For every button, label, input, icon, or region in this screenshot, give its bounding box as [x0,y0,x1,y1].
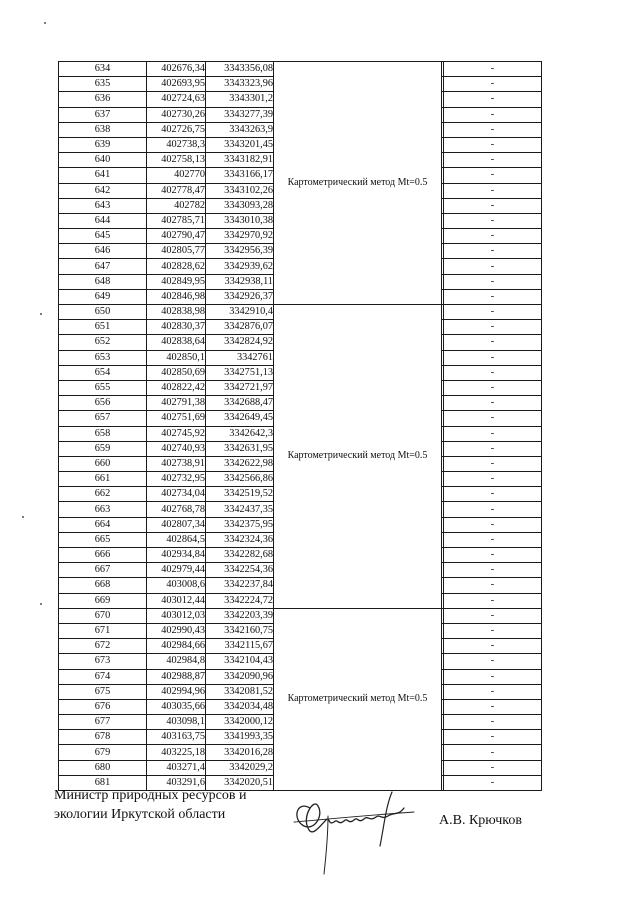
point-number-cell: 678 [59,730,147,745]
x-coordinate-cell: 403008,6 [147,578,206,593]
point-number-cell: 657 [59,411,147,426]
x-coordinate-cell: 402988,87 [147,669,206,684]
y-coordinate-cell: 3342237,84 [206,578,274,593]
method-cell: Картометрический метод Mt=0.5 [274,62,442,305]
description-cell: - [444,593,542,608]
y-coordinate-cell: 3342029,2 [206,760,274,775]
point-number-cell: 672 [59,639,147,654]
y-coordinate-cell: 3343323,96 [206,77,274,92]
table-row [59,305,542,320]
x-coordinate-cell: 402738,91 [147,456,206,471]
description-cell: - [444,62,542,77]
point-number-cell: 645 [59,229,147,244]
point-number-cell: 666 [59,548,147,563]
description-cell: - [444,441,542,456]
y-coordinate-cell: 3342642,3 [206,426,274,441]
description-cell: - [444,487,542,502]
y-coordinate-cell: 3342254,36 [206,563,274,578]
y-coordinate-cell: 3342437,35 [206,502,274,517]
y-coordinate-cell: 3342956,39 [206,244,274,259]
y-coordinate-cell: 3343356,08 [206,62,274,77]
x-coordinate-cell: 402770 [147,168,206,183]
table-row [59,608,542,623]
description-cell: - [444,274,542,289]
x-coordinate-cell: 402751,69 [147,411,206,426]
x-coordinate-cell: 402693,95 [147,77,206,92]
y-coordinate-cell: 3342970,92 [206,229,274,244]
x-coordinate-cell: 402738,3 [147,137,206,152]
description-cell: - [444,289,542,304]
point-number-cell: 665 [59,532,147,547]
point-number-cell: 661 [59,472,147,487]
y-coordinate-cell: 3342160,75 [206,623,274,638]
point-number-cell: 638 [59,122,147,137]
y-coordinate-cell: 3342876,07 [206,320,274,335]
y-coordinate-cell: 3342000,12 [206,715,274,730]
x-coordinate-cell: 403098,1 [147,715,206,730]
signatory-name: А.В. Крючков [439,813,522,828]
x-coordinate-cell: 403163,75 [147,730,206,745]
point-number-cell: 676 [59,699,147,714]
y-coordinate-cell: 3342104,43 [206,654,274,669]
x-coordinate-cell: 402850,69 [147,365,206,380]
minister-title-line-1: Министр природных ресурсов и [54,788,247,803]
description-cell: - [444,198,542,213]
description-cell: - [444,168,542,183]
y-coordinate-cell: 3342081,52 [206,684,274,699]
x-coordinate-cell: 402791,38 [147,396,206,411]
y-coordinate-cell: 3343301,2 [206,92,274,107]
y-coordinate-cell: 3343010,38 [206,213,274,228]
scan-speck [40,313,42,315]
x-coordinate-cell: 403271,4 [147,760,206,775]
point-number-cell: 647 [59,259,147,274]
point-number-cell: 651 [59,320,147,335]
handwritten-signature [288,786,418,881]
x-coordinate-cell: 403035,66 [147,699,206,714]
description-cell: - [444,669,542,684]
y-coordinate-cell: 3342721,97 [206,380,274,395]
point-number-cell: 641 [59,168,147,183]
x-coordinate-cell: 402984,8 [147,654,206,669]
description-cell: - [444,563,542,578]
description-cell: - [444,426,542,441]
point-number-cell: 639 [59,137,147,152]
y-coordinate-cell: 3341993,35 [206,730,274,745]
y-coordinate-cell: 3342910,4 [206,305,274,320]
description-cell: - [444,639,542,654]
x-coordinate-cell: 402807,34 [147,517,206,532]
point-number-cell: 673 [59,654,147,669]
y-coordinate-cell: 3342939,62 [206,259,274,274]
x-coordinate-cell: 402838,98 [147,305,206,320]
point-number-cell: 681 [59,775,147,790]
x-coordinate-cell: 403225,18 [147,745,206,760]
y-coordinate-cell: 3343102,26 [206,183,274,198]
description-cell: - [444,623,542,638]
x-coordinate-cell: 402726,75 [147,122,206,137]
description-cell: - [444,730,542,745]
description-cell: - [444,107,542,122]
x-coordinate-cell: 402850,1 [147,350,206,365]
point-number-cell: 662 [59,487,147,502]
y-coordinate-cell: 3343093,28 [206,198,274,213]
description-cell: - [444,229,542,244]
point-number-cell: 670 [59,608,147,623]
point-number-cell: 668 [59,578,147,593]
y-coordinate-cell: 3342761 [206,350,274,365]
x-coordinate-cell: 402822,42 [147,380,206,395]
point-number-cell: 663 [59,502,147,517]
x-coordinate-cell: 402849,95 [147,274,206,289]
point-number-cell: 636 [59,92,147,107]
x-coordinate-cell: 402990,43 [147,623,206,638]
description-cell: - [444,532,542,547]
point-number-cell: 674 [59,669,147,684]
x-coordinate-cell: 402979,44 [147,563,206,578]
scan-speck [44,22,46,24]
description-cell: - [444,244,542,259]
description-cell: - [444,137,542,152]
point-number-cell: 677 [59,715,147,730]
table-row [59,62,542,77]
x-coordinate-cell: 402745,92 [147,426,206,441]
point-number-cell: 659 [59,441,147,456]
point-number-cell: 667 [59,563,147,578]
x-coordinate-cell: 402828,62 [147,259,206,274]
point-number-cell: 671 [59,623,147,638]
description-cell: - [444,335,542,350]
x-coordinate-cell: 402724,63 [147,92,206,107]
y-coordinate-cell: 3342020,51 [206,775,274,790]
description-cell: - [444,411,542,426]
x-coordinate-cell: 402768,78 [147,502,206,517]
description-cell: - [444,320,542,335]
description-cell: - [444,92,542,107]
y-coordinate-cell: 3343263,9 [206,122,274,137]
y-coordinate-cell: 3342224,72 [206,593,274,608]
y-coordinate-cell: 3343277,39 [206,107,274,122]
description-cell: - [444,715,542,730]
y-coordinate-cell: 3342631,95 [206,441,274,456]
minister-title-line-2: экологии Иркутской области [54,807,226,822]
point-number-cell: 653 [59,350,147,365]
x-coordinate-cell: 402740,93 [147,441,206,456]
point-number-cell: 664 [59,517,147,532]
y-coordinate-cell: 3342566,86 [206,472,274,487]
y-coordinate-cell: 3343201,45 [206,137,274,152]
description-cell: - [444,77,542,92]
x-coordinate-cell: 402994,96 [147,684,206,699]
y-coordinate-cell: 3342519,52 [206,487,274,502]
point-number-cell: 658 [59,426,147,441]
y-coordinate-cell: 3342824,92 [206,335,274,350]
x-coordinate-cell: 402734,04 [147,487,206,502]
description-cell: - [444,259,542,274]
x-coordinate-cell: 402838,64 [147,335,206,350]
point-number-cell: 656 [59,396,147,411]
description-cell: - [444,548,542,563]
point-number-cell: 649 [59,289,147,304]
point-number-cell: 652 [59,335,147,350]
point-number-cell: 642 [59,183,147,198]
description-cell: - [444,745,542,760]
description-cell: - [444,760,542,775]
description-cell: - [444,396,542,411]
x-coordinate-cell: 402778,47 [147,183,206,198]
description-cell: - [444,365,542,380]
y-coordinate-cell: 3343182,91 [206,153,274,168]
scan-speck [40,603,42,605]
scan-speck [22,516,24,518]
point-number-cell: 679 [59,745,147,760]
y-coordinate-cell: 3342375,95 [206,517,274,532]
x-coordinate-cell: 403012,44 [147,593,206,608]
y-coordinate-cell: 3342016,28 [206,745,274,760]
point-number-cell: 654 [59,365,147,380]
description-cell: - [444,517,542,532]
x-coordinate-cell: 402934,84 [147,548,206,563]
x-coordinate-cell: 402830,37 [147,320,206,335]
x-coordinate-cell: 402758,13 [147,153,206,168]
x-coordinate-cell: 402805,77 [147,244,206,259]
x-coordinate-cell: 402984,66 [147,639,206,654]
point-number-cell: 635 [59,77,147,92]
description-cell: - [444,502,542,517]
method-cell: Картометрический метод Mt=0.5 [274,305,442,609]
x-coordinate-cell: 402730,26 [147,107,206,122]
y-coordinate-cell: 3342926,37 [206,289,274,304]
description-cell: - [444,380,542,395]
y-coordinate-cell: 3342324,36 [206,532,274,547]
x-coordinate-cell: 403012,03 [147,608,206,623]
x-coordinate-cell: 402864,5 [147,532,206,547]
y-coordinate-cell: 3342282,68 [206,548,274,563]
y-coordinate-cell: 3342938,11 [206,274,274,289]
point-number-cell: 655 [59,380,147,395]
point-number-cell: 644 [59,213,147,228]
y-coordinate-cell: 3342203,39 [206,608,274,623]
x-coordinate-cell: 402846,98 [147,289,206,304]
description-cell: - [444,775,542,790]
point-number-cell: 680 [59,760,147,775]
description-cell: - [444,472,542,487]
signature-scribble [288,786,418,876]
x-coordinate-cell: 402732,95 [147,472,206,487]
x-coordinate-cell: 402782 [147,198,206,213]
y-coordinate-cell: 3343166,17 [206,168,274,183]
description-cell: - [444,183,542,198]
y-coordinate-cell: 3342751,13 [206,365,274,380]
description-cell: - [444,608,542,623]
x-coordinate-cell: 403291,6 [147,775,206,790]
description-cell: - [444,213,542,228]
point-number-cell: 643 [59,198,147,213]
point-number-cell: 640 [59,153,147,168]
y-coordinate-cell: 3342090,96 [206,669,274,684]
y-coordinate-cell: 3342649,45 [206,411,274,426]
description-cell: - [444,699,542,714]
x-coordinate-cell: 402790,47 [147,229,206,244]
point-number-cell: 646 [59,244,147,259]
point-number-cell: 650 [59,305,147,320]
coordinates-table [58,61,542,791]
method-cell: Картометрический метод Mt=0.5 [274,608,442,790]
x-coordinate-cell: 402785,71 [147,213,206,228]
description-cell: - [444,122,542,137]
point-number-cell: 637 [59,107,147,122]
description-cell: - [444,456,542,471]
description-cell: - [444,654,542,669]
y-coordinate-cell: 3342115,67 [206,639,274,654]
y-coordinate-cell: 3342688,47 [206,396,274,411]
description-cell: - [444,578,542,593]
minister-title [54,786,246,824]
point-number-cell: 675 [59,684,147,699]
description-cell: - [444,153,542,168]
description-cell: - [444,684,542,699]
description-cell: - [444,305,542,320]
point-number-cell: 669 [59,593,147,608]
y-coordinate-cell: 3342034,48 [206,699,274,714]
coordinates-table-body [59,62,542,791]
description-cell: - [444,350,542,365]
x-coordinate-cell: 402676,34 [147,62,206,77]
point-number-cell: 660 [59,456,147,471]
y-coordinate-cell: 3342622,98 [206,456,274,471]
point-number-cell: 648 [59,274,147,289]
point-number-cell: 634 [59,62,147,77]
